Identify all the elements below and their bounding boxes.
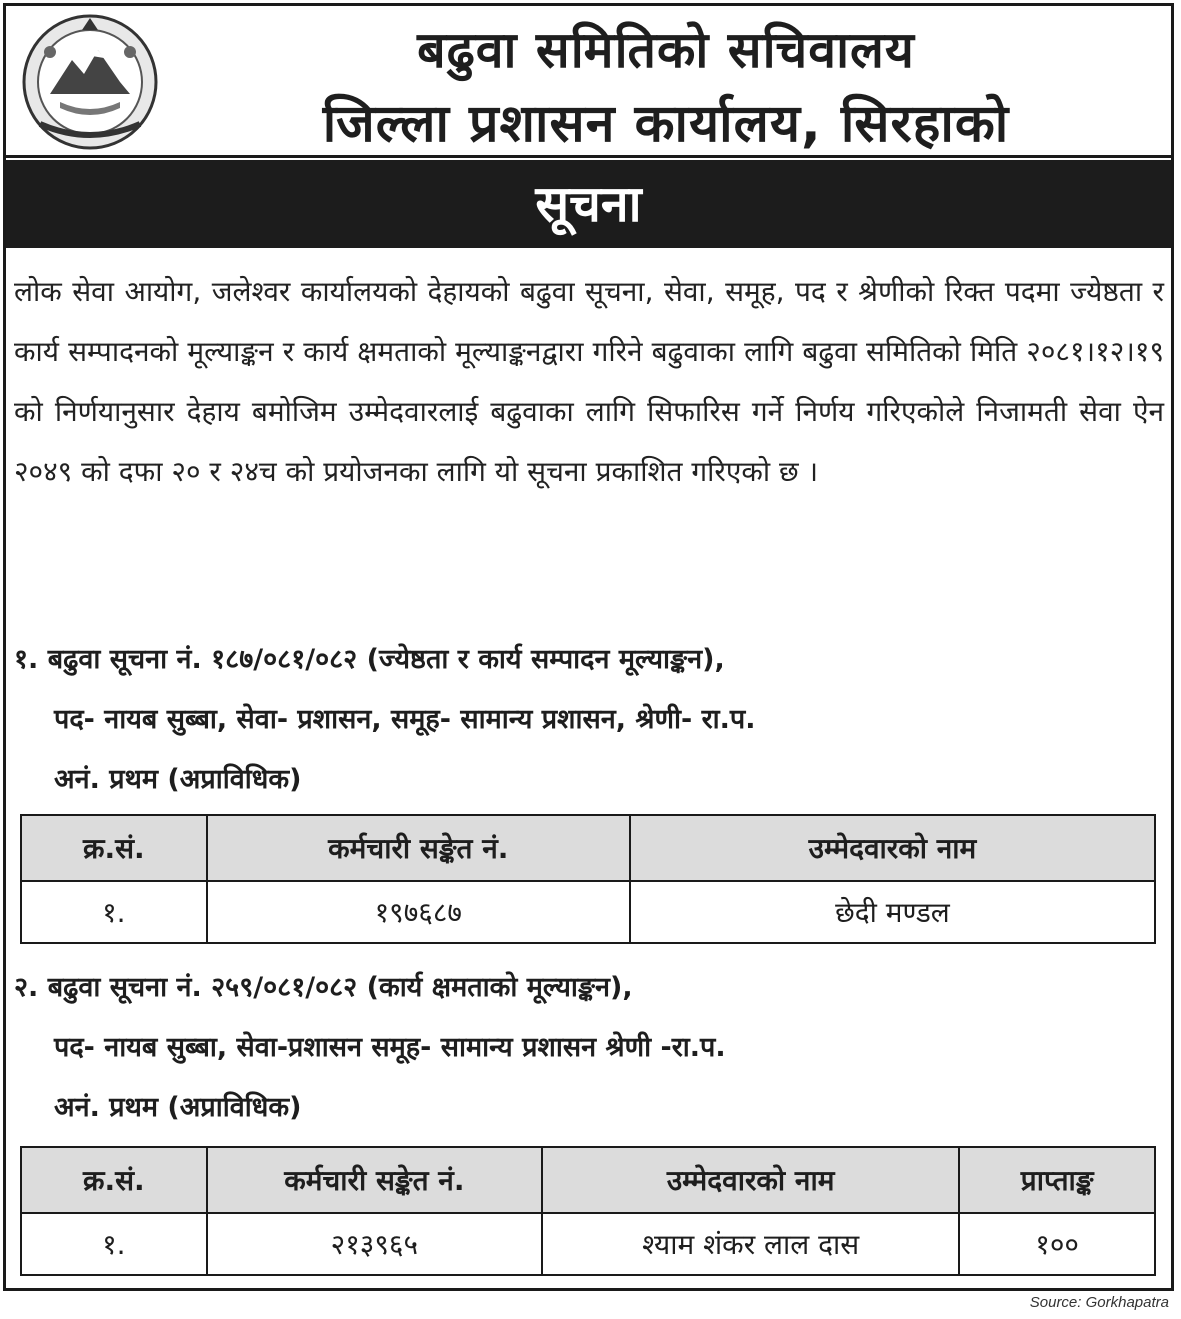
item-2-post: पद- नायब सुब्बा, सेवा-प्रशासन समूह- सामान्य प्रशासन श्रेणी -रा.प. (54, 1032, 726, 1063)
table-header-row (21, 815, 1155, 881)
promotion-item-1 (14, 630, 1164, 810)
cell-candidate-name: श्याम शंकर लाल दास (542, 1213, 959, 1275)
column-header-candidate-name: उम्मेदवारको नाम (542, 1147, 959, 1213)
column-header-serial: क्र.सं. (21, 815, 207, 881)
item-1-post: पद- नायब सुब्बा, सेवा- प्रशासन, समूह- सामान्य प्रशासन, श्रेणी- रा.प. (54, 704, 756, 735)
column-header-candidate-name: उम्मेदवारको नाम (630, 815, 1155, 881)
column-header-marks: प्राप्ताङ्क (959, 1147, 1155, 1213)
header-title-office: जिल्ला प्रशासन कार्यालय, सिरहाको (322, 94, 1010, 154)
table-row (21, 881, 1155, 943)
notice-title-bar: सूचना (6, 160, 1171, 248)
promotion-item-2 (14, 958, 1164, 1138)
nepal-emblem-icon (20, 12, 160, 152)
item-1-heading: १. बढुवा सूचना नं. १८७/०८१/०८२ (ज्येष्ठता र कार्य सम्पादन मूल्याङ्कन), (14, 644, 725, 675)
cell-serial: १. (21, 881, 207, 943)
header-title-secretariat: बढुवा समितिको सचिवालय (417, 21, 915, 79)
table-row (21, 1213, 1155, 1275)
column-header-employee-code: कर्मचारी सङ्केत नं. (207, 815, 630, 881)
cell-serial: १. (21, 1213, 207, 1275)
source-credit: Source: Gorkhapatra (1029, 1294, 1169, 1311)
cell-employee-code: १९७६८७ (207, 881, 630, 943)
column-header-employee-code: कर्मचारी सङ्केत नं. (207, 1147, 542, 1213)
column-header-serial: क्र.सं. (21, 1147, 207, 1213)
cell-employee-code: २१३९६५ (207, 1213, 542, 1275)
notice-header (6, 6, 1171, 158)
item-1-class: अनं. प्रथम (अप्राविधिक) (54, 764, 302, 795)
notice-body-text: लोक सेवा आयोग, जलेश्वर कार्यालयको देहायको बढुवा सूचना, सेवा, समूह, पद र श्रेणीको रिक्त पदमा ज्येष्ठता र कार्य सम्पादनको मूल्याङ्कन र कार्य क्षमताको मूल्याङ्कनद्वारा गरिने बढुवाका लागि बढुवा समितिको मिति २०८१।१२।१९ को निर्णयानुसार देहाय बमोजिम उम्मेदवारलाई बढुवाका लागि सिफारिस गर्ने निर्णय गरिएकोले निजामती सेवा ऐन २०४९ को दफा २० र २४च को प्रयोजनका लागि यो सूचना प्रकाशित गरिएको छ । (14, 275, 1164, 488)
candidate-table-1 (20, 814, 1156, 944)
item-2-class: अनं. प्रथम (अप्राविधिक) (54, 1092, 302, 1123)
cell-marks: १०० (959, 1213, 1155, 1275)
cell-candidate-name: छेदी मण्डल (630, 881, 1155, 943)
candidate-table-2 (20, 1146, 1156, 1276)
item-2-heading: २. बढुवा सूचना नं. २५९/०८१/०८२ (कार्य क्षमताको मूल्याङ्कन), (14, 972, 633, 1003)
table-header-row (21, 1147, 1155, 1213)
